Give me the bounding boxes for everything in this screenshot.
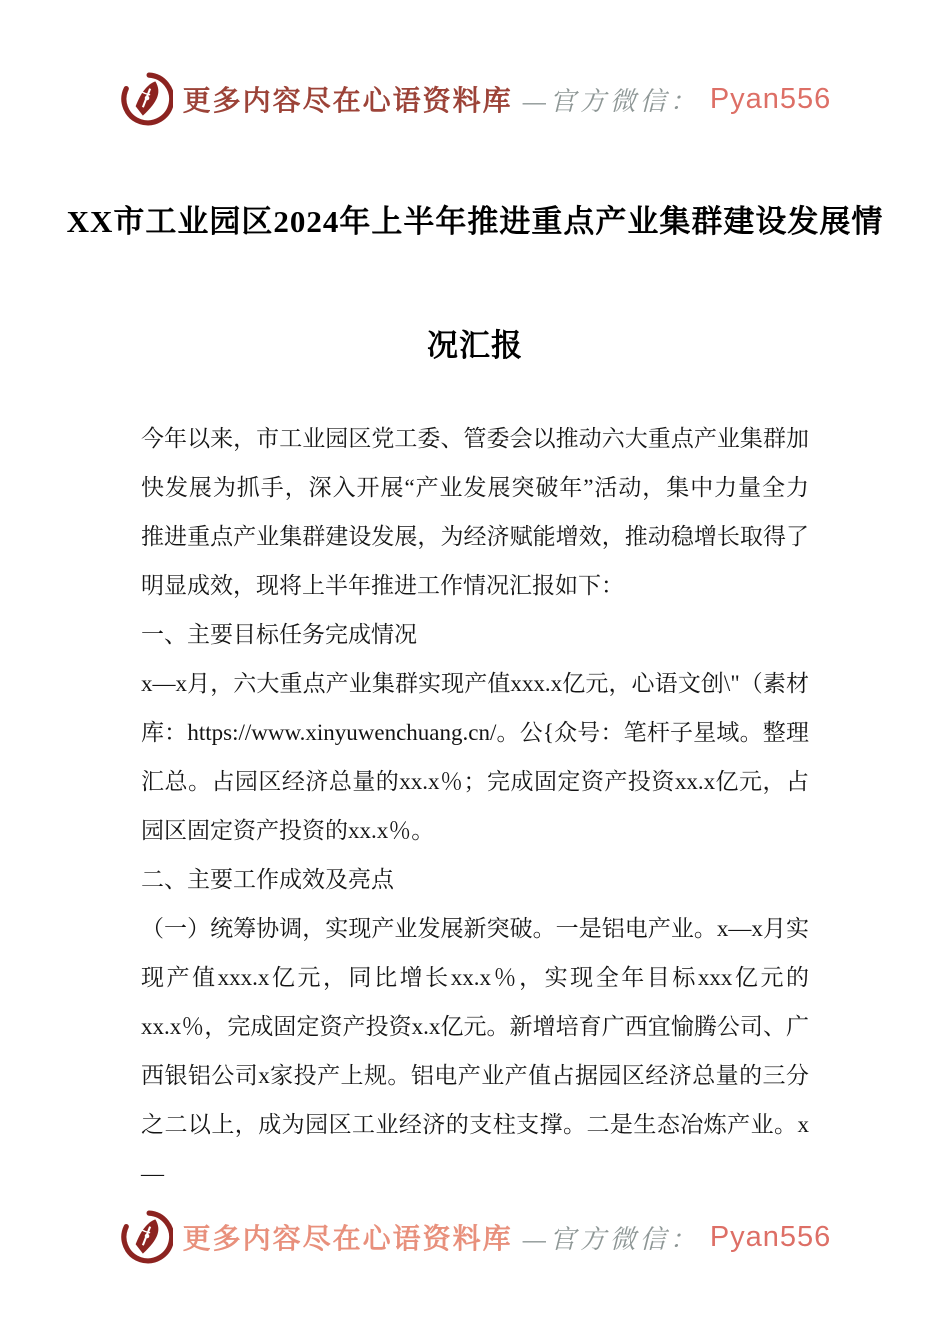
body-text-line: 推进重点产业集群建设发展，为经济赋能增效，推动稳增长取得了 [141,524,809,549]
footer-brand-text: 更多内容尽在心语资料库 [182,1224,513,1255]
body-text-line: 库：https://www.xinyuwenchuang.cn/。公{众号：笔杆子星域。整理 [141,720,809,745]
body-text-line: 汇总。占园区经济总量的xx.x％；完成固定资产投资xx.x亿元，占 [141,769,809,794]
body-text-line: 西银铝公司x家投产上规。铝电产业产值占据园区经济总量的三分 [141,1063,809,1088]
body-text-line: 之二以上，成为园区工业经济的支柱支撑。二是生态冶炼产业。x— [141,1112,809,1186]
document-title-line-1: XX市工业园区2024年上半年推进重点产业集群建设发展情 [66,204,884,239]
body-text-line: 现产值xxx.x亿元，同比增长xx.x％，实现全年目标xxx亿元的 [141,965,810,990]
brand-pen-logo-icon [119,72,173,126]
body-text-line: 明显成效，现将上半年推进工作情况汇报如下： [141,573,624,598]
brand-pen-logo-icon [119,1210,173,1264]
header-brand-text: 更多内容尽在心语资料库 [182,86,513,117]
header-wechat-id: Pyan556 [709,82,832,115]
body-text-line: （一）统筹协调，实现产业发展新突破。一是铝电产业。x—x月实 [141,916,809,941]
body-text-line: 二、主要工作成效及亮点 [141,867,394,892]
body-text-line: 今年以来，市工业园区党工委、管委会以推动六大重点产业集群加 [141,426,809,451]
document-title [0,160,950,408]
footer-wechat-label: —官方微信： [522,1224,700,1254]
header-watermark [0,0,950,126]
body-text-line: 一、主要目标任务完成情况 [141,622,417,647]
header-wechat-label: —官方微信： [522,86,700,116]
body-text-line: xx.x％，完成固定资产投资x.x亿元。新增培育广西宜愉腾公司、广 [141,1014,809,1039]
document-body [141,414,809,1198]
body-text-line: x—x月，六大重点产业集群实现产值xxx.x亿元，心语文创\"（素材 [141,671,809,696]
body-text-line: 快发展为抓手，深入开展“产业发展突破年”活动，集中力量全力 [141,475,809,500]
document-title-line-2: 况汇报 [427,328,523,363]
body-text-line: 园区固定资产投资的xx.x％。 [141,818,435,843]
footer-wechat-id: Pyan556 [709,1220,832,1253]
footer-watermark [0,1210,950,1264]
